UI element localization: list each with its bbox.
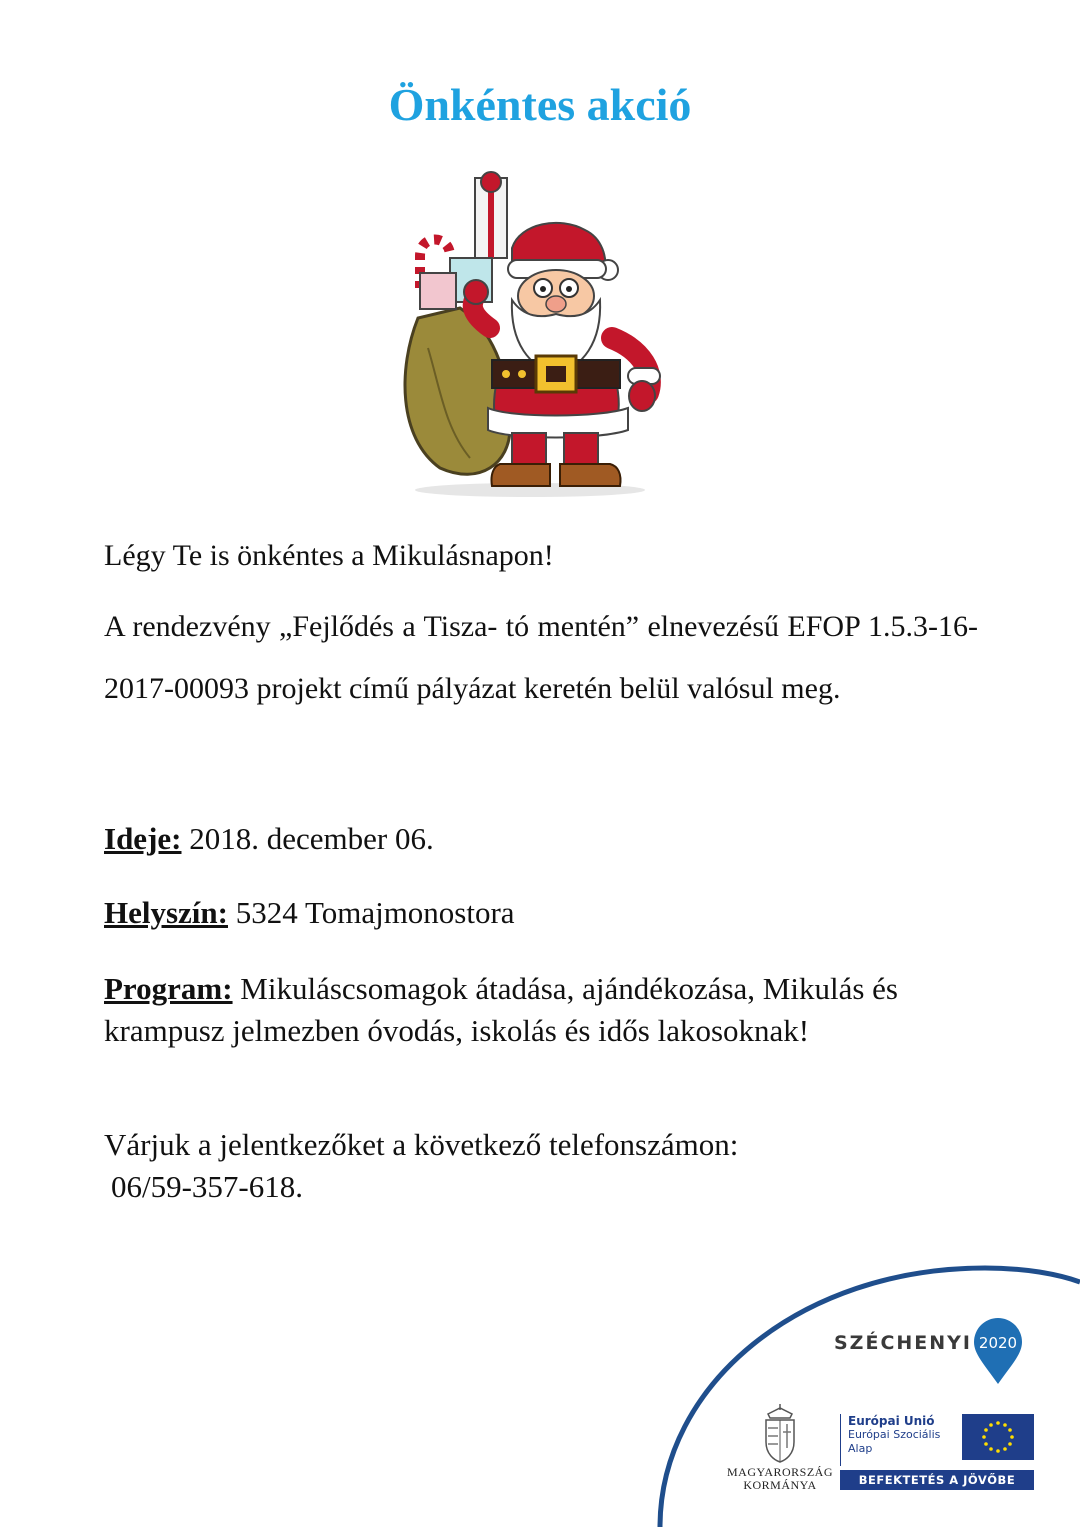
location-label: Helyszín:	[104, 895, 228, 930]
intro-text: Légy Te is önkéntes a Mikulásnapon!	[104, 539, 554, 572]
szechenyi-logo-text: SZÉCHENYI	[834, 1332, 972, 1354]
phone-number: 06/59-357-618.	[111, 1169, 304, 1204]
eu-sub-2: Alap	[848, 1442, 873, 1455]
date-value: 2018. december 06.	[181, 821, 434, 856]
map-pin-icon	[970, 1316, 1026, 1386]
program-value: Mikuláscsomagok átadása, ajándékozása, Mikulás és krampusz jelmezben óvodás, iskolás és idős lakosoknak!	[104, 971, 898, 1048]
santa-illustration	[380, 168, 680, 498]
page-title: Önkéntes akció	[388, 79, 692, 130]
eu-logo-text	[848, 1414, 940, 1456]
date-label: Ideje:	[104, 821, 182, 856]
government-line-1: MAGYARORSZÁG	[726, 1465, 833, 1479]
government-logo-text	[724, 1466, 836, 1492]
eu-divider	[840, 1414, 841, 1466]
program-label: Program:	[104, 971, 233, 1006]
location-value: 5324 Tomajmonostora	[228, 895, 515, 930]
eu-flag-icon	[962, 1414, 1034, 1460]
slogan-banner: BEFEKTETÉS A JÖVŐBE	[840, 1470, 1034, 1490]
project-paragraph: A rendezvény „Fejlődés a Tisza- tó mentén” elnevezésű EFOP 1.5.3-16-2017-00093 projekt című pályázat keretén belül valósul meg.	[104, 610, 978, 705]
eu-title: Európai Unió	[848, 1414, 935, 1428]
date-row	[104, 818, 978, 860]
contact-text: Várjuk a jelentkezőket a következő telefonszámon:	[104, 1127, 739, 1162]
contact-block	[104, 1124, 978, 1208]
hungarian-coat-of-arms-icon	[760, 1404, 800, 1464]
eu-sub-1: Európai Szociális	[848, 1428, 941, 1441]
location-row	[104, 892, 978, 934]
government-line-2: KORMÁNYA	[743, 1478, 817, 1492]
szechenyi-year: 2020	[978, 1334, 1018, 1352]
program-row	[104, 968, 978, 1052]
